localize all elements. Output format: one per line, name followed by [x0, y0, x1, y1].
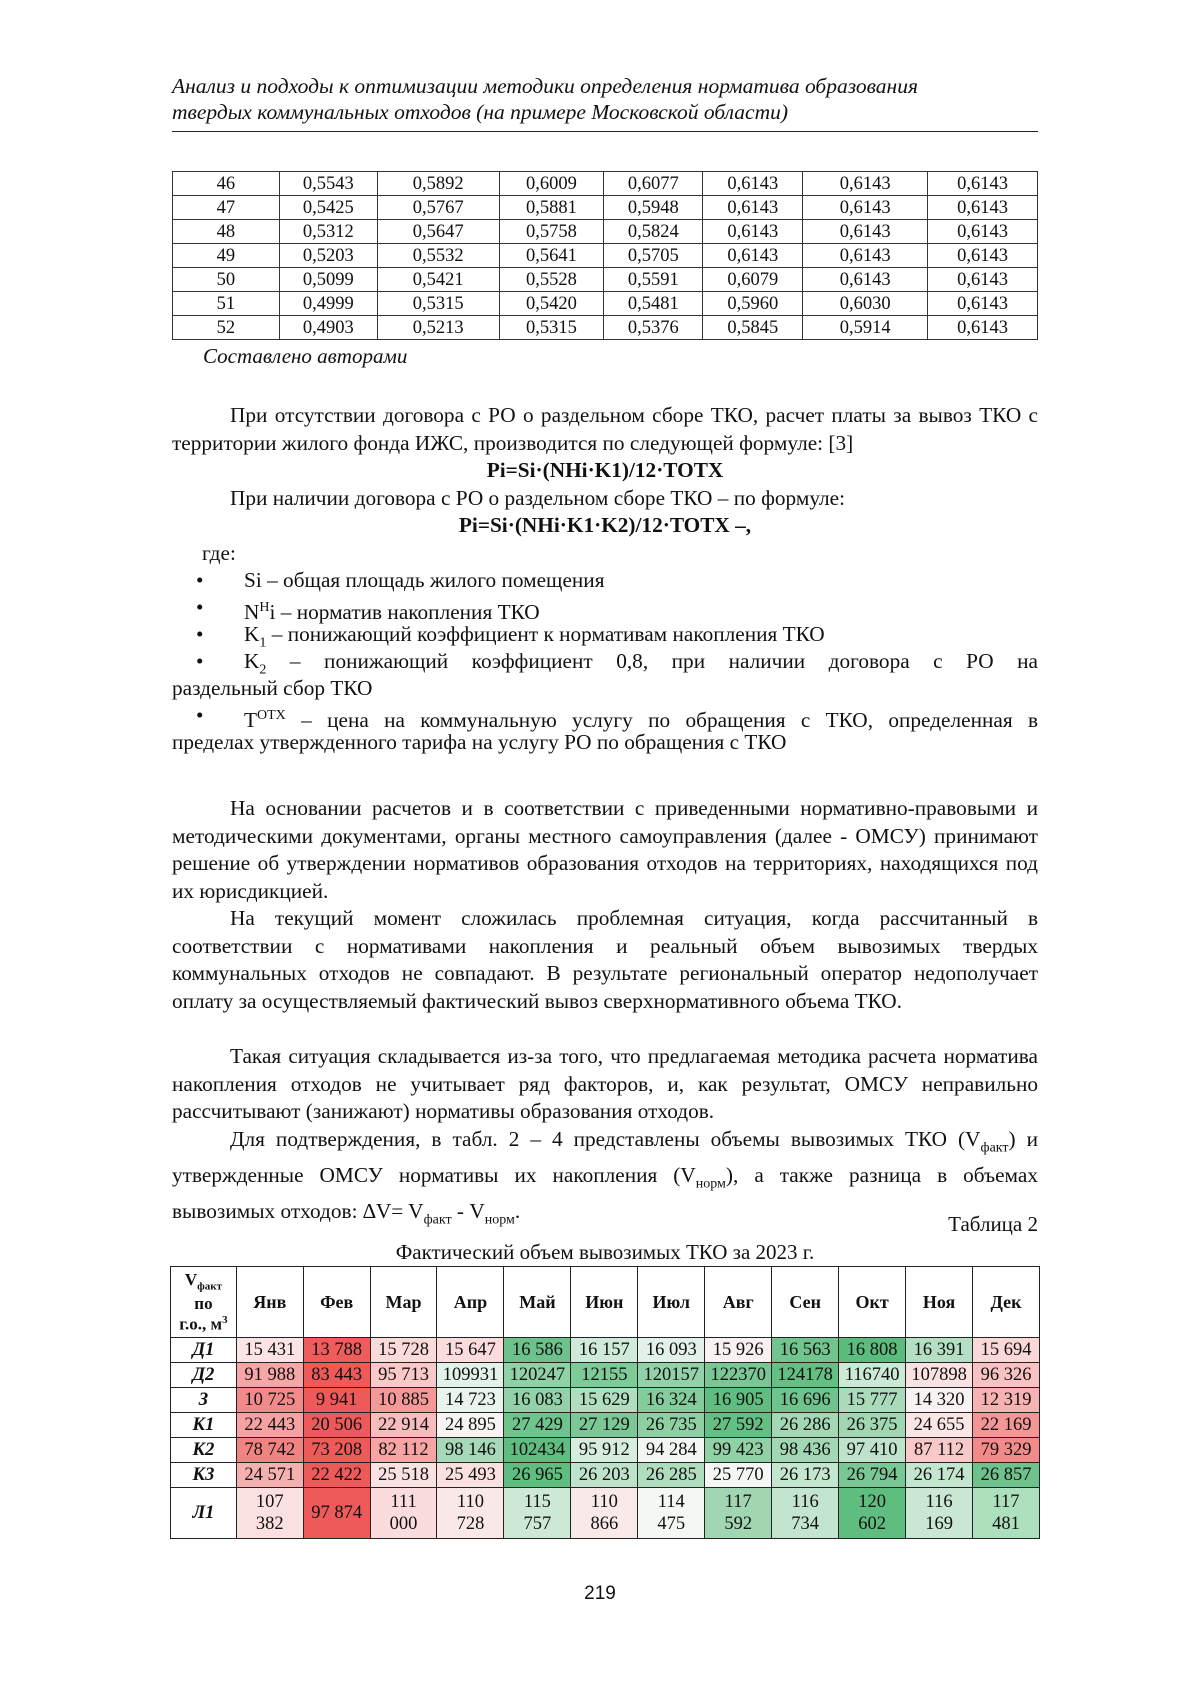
table-row [173, 316, 1038, 340]
volume-line2: 592 [724, 1514, 753, 1534]
table-row [173, 172, 1038, 196]
subscript: 1 [259, 635, 267, 651]
value-cell: 0,5315 [499, 316, 604, 340]
volume-line2: 866 [590, 1514, 619, 1534]
value-cell: 0,5543 [279, 172, 377, 196]
volume-cell [973, 1488, 1040, 1539]
volume-cell [437, 1488, 504, 1539]
superscript: 3 [222, 1314, 228, 1327]
volume-line1: 116 [791, 1492, 819, 1512]
volume-cell: 12 319 [973, 1388, 1040, 1413]
value-cell: 0,5647 [377, 220, 499, 244]
volume-cell: 26 965 [504, 1463, 571, 1488]
value-cell: 0,5376 [604, 316, 703, 340]
volume-cell [571, 1488, 638, 1539]
bullet-dot: • [196, 649, 204, 673]
volume-cell: 26 203 [571, 1463, 638, 1488]
volume-cell: 98 146 [437, 1438, 504, 1463]
value-cell: 0,6143 [703, 244, 803, 268]
volume-cell: 22 422 [303, 1463, 370, 1488]
value-cell: 0,5528 [499, 268, 604, 292]
value-cell: 0,5705 [604, 244, 703, 268]
row-index-cell: 48 [173, 220, 280, 244]
volume-cell: 15 926 [705, 1338, 772, 1363]
volume-cell [772, 1488, 839, 1539]
volume-cell: 16 905 [705, 1388, 772, 1413]
corner-v: V [184, 1269, 198, 1289]
volume-cell: 24 571 [236, 1463, 303, 1488]
month-header: Мар [370, 1267, 437, 1338]
volume-cell: 82 112 [370, 1438, 437, 1463]
volume-cell: 91 988 [236, 1363, 303, 1388]
value-cell: 0,5591 [604, 268, 703, 292]
volume-cell: 26 857 [973, 1463, 1040, 1488]
row-label: Д1 [171, 1338, 237, 1363]
volume-line1: 107 [255, 1492, 284, 1512]
volume-cell: 26 735 [638, 1413, 705, 1438]
table-row [173, 292, 1038, 316]
volume-cell: 26 173 [772, 1463, 839, 1488]
value-cell: 0,5532 [377, 244, 499, 268]
value-cell: 0,6079 [703, 268, 803, 292]
table-row [173, 220, 1038, 244]
p6-part: - V [451, 1198, 485, 1223]
volume-cell: 16 391 [906, 1338, 973, 1363]
paragraph-6 [172, 1126, 1038, 1233]
symbol-k: K [244, 622, 260, 646]
row-index-cell: 46 [173, 172, 280, 196]
value-cell: 0,5213 [377, 316, 499, 340]
symbol-k: K [244, 649, 260, 673]
value-cell: 0,5758 [499, 220, 604, 244]
subscript: факт [980, 1140, 1009, 1156]
volume-cell [839, 1488, 906, 1539]
table-row [171, 1388, 1040, 1413]
formula-1: Pi=Si·(NHi·K1)/12·TOTX [486, 458, 724, 482]
bullet-desc: – понижающий коэффициент 0,8, при наличии договора с РО на [266, 649, 1038, 673]
table-row [171, 1413, 1040, 1438]
month-header: Янв [236, 1267, 303, 1338]
month-header: Июн [571, 1267, 638, 1338]
volume-cell: 20 506 [303, 1413, 370, 1438]
value-cell: 0,6143 [803, 196, 928, 220]
volume-cell: 95 713 [370, 1363, 437, 1388]
row-label: З [171, 1388, 237, 1413]
paragraph-5: Такая ситуация складывается из-за того, что предлагаемая методика расчета норматива накопления отходов не учитывает ряд факторов, и, как результат, ОМСУ неправильно рассчитывают (занижают) нормативы образования отходов. [172, 1044, 1038, 1123]
running-head-line2: твердых коммунальных отходов (на примере Московской области) [172, 100, 789, 124]
volume-cell: 26 285 [638, 1463, 705, 1488]
value-cell: 0,5641 [499, 244, 604, 268]
value-cell: 0,6143 [928, 316, 1038, 340]
table-row [173, 268, 1038, 292]
value-cell: 0,6143 [803, 172, 928, 196]
value-cell: 0,5312 [279, 220, 377, 244]
table-row [171, 1363, 1040, 1388]
volume-cell: 97 410 [839, 1438, 906, 1463]
volume-cell: 15 694 [973, 1338, 1040, 1363]
volume-line1: 114 [657, 1492, 685, 1512]
volume-line1: 110 [456, 1492, 484, 1512]
value-cell: 0,6030 [803, 292, 928, 316]
volume-cell: 79 329 [973, 1438, 1040, 1463]
row-label: К2 [171, 1438, 237, 1463]
volume-line2: 728 [456, 1514, 485, 1534]
row-label: Л1 [171, 1488, 237, 1539]
volume-cell: 120247 [504, 1363, 571, 1388]
volume-cell: 24 655 [906, 1413, 973, 1438]
symbol-n: N [244, 600, 260, 625]
volume-cell [906, 1488, 973, 1539]
volume-cell: 98 436 [772, 1438, 839, 1463]
volume-cell: 16 093 [638, 1338, 705, 1363]
volume-cell [705, 1488, 772, 1539]
volume-cell: 27 129 [571, 1413, 638, 1438]
value-cell: 0,4999 [279, 292, 377, 316]
volume-cell: 25 493 [437, 1463, 504, 1488]
volume-cell: 13 788 [303, 1338, 370, 1363]
volume-cell: 124178 [772, 1363, 839, 1388]
volume-cell: 22 443 [236, 1413, 303, 1438]
volume-cell: 16 808 [839, 1338, 906, 1363]
value-cell: 0,6143 [703, 220, 803, 244]
volume-cell [504, 1488, 571, 1539]
volume-cell [370, 1488, 437, 1539]
superscript: OTX [257, 708, 286, 723]
volume-line2: 757 [523, 1514, 552, 1534]
superscript: H [259, 600, 270, 615]
volume-cell: 15 629 [571, 1388, 638, 1413]
month-header: Май [504, 1267, 571, 1338]
subscript: норм [484, 1211, 515, 1227]
month-header: Авг [705, 1267, 772, 1338]
volume-cell: 10 885 [370, 1388, 437, 1413]
table-title: Фактический объем вывозимых ТКО за 2023 г. [395, 1240, 815, 1264]
table-source-note: Составлено авторами [203, 344, 408, 368]
month-header: Ноя [906, 1267, 973, 1338]
bullet-desc: i – норматив накопления ТКО [269, 600, 540, 625]
table-row [171, 1463, 1040, 1488]
value-cell: 0,5881 [499, 196, 604, 220]
volume-cell: 122370 [705, 1363, 772, 1388]
value-cell: 0,5421 [377, 268, 499, 292]
volume-cell: 15 777 [839, 1388, 906, 1413]
volume-cell: 116740 [839, 1363, 906, 1388]
volume-cell: 10 725 [236, 1388, 303, 1413]
volume-line2: 475 [657, 1514, 686, 1534]
row-label: К1 [171, 1413, 237, 1438]
table-label: Таблица 2 [948, 1212, 1038, 1236]
volume-cell: 14 320 [906, 1388, 973, 1413]
where-label: где: [202, 541, 236, 565]
volume-cell: 26 375 [839, 1413, 906, 1438]
volume-cell: 96 326 [973, 1363, 1040, 1388]
volume-line1: 117 [724, 1492, 752, 1512]
value-cell: 0,5203 [279, 244, 377, 268]
volume-cell: 15 431 [236, 1338, 303, 1363]
table-actual-volume [170, 1266, 1040, 1539]
subscript: факт [423, 1211, 452, 1227]
value-cell: 0,6143 [928, 244, 1038, 268]
volume-cell: 16 324 [638, 1388, 705, 1413]
value-cell: 0,5315 [377, 292, 499, 316]
p6-part: Для подтверждения, в табл. 2 – 4 представлены объемы вывозимых ТКО (V [230, 1127, 981, 1151]
volume-cell [303, 1488, 370, 1539]
month-header: Дек [973, 1267, 1040, 1338]
value-cell: 0,6143 [703, 196, 803, 220]
value-cell: 0,5892 [377, 172, 499, 196]
volume-cell [638, 1488, 705, 1539]
table-row [171, 1438, 1040, 1463]
month-header: Окт [839, 1267, 906, 1338]
running-head [172, 73, 1038, 125]
paragraph-2: При наличии договора с РО о раздельном сборе ТКО – по формуле: [230, 486, 846, 510]
volume-cell: 16 696 [772, 1388, 839, 1413]
header-rule [172, 131, 1038, 132]
p6-part: ) и утвержденные ОМСУ нормативы их накопления (V [172, 1127, 1038, 1187]
corner-line2: по [194, 1294, 213, 1314]
volume-cell: 109931 [437, 1363, 504, 1388]
row-index-cell: 51 [173, 292, 280, 316]
row-label: К3 [171, 1463, 237, 1488]
value-cell: 0,5914 [803, 316, 928, 340]
volume-line2: 734 [791, 1514, 820, 1534]
p6-part: . [514, 1198, 521, 1223]
volume-cell: 14 723 [437, 1388, 504, 1413]
bullet-dot: • [196, 595, 204, 619]
volume-cell: 26 286 [772, 1413, 839, 1438]
volume-cell: 22 914 [370, 1413, 437, 1438]
volume-cell: 95 912 [571, 1438, 638, 1463]
row-index-cell: 52 [173, 316, 280, 340]
volume-cell: 16 586 [504, 1338, 571, 1363]
volume-cell: 26 174 [906, 1463, 973, 1488]
value-cell: 0,6143 [803, 244, 928, 268]
volume-cell: 16 563 [772, 1338, 839, 1363]
p6-part: ), а также разница в объемах вывозимых отходов: ∆V= V [172, 1162, 1038, 1223]
volume-cell: 16 083 [504, 1388, 571, 1413]
subscript: факт [197, 1280, 222, 1293]
volume-cell: 73 208 [303, 1438, 370, 1463]
volume-line2: 481 [992, 1514, 1020, 1534]
volume-cell: 27 429 [504, 1413, 571, 1438]
volume-line2: 000 [389, 1514, 418, 1534]
paragraph-1: При отсутствии договора с РО о раздельном сборе ТКО, расчет платы за вывоз ТКО с территории жилого фонда ИЖС, производится по следующей формуле: [3] [172, 403, 1038, 455]
value-cell: 0,5948 [604, 196, 703, 220]
value-cell: 0,5481 [604, 292, 703, 316]
volume-line1: 111 [390, 1492, 417, 1512]
bullet-dot: • [196, 568, 204, 592]
row-label: Д2 [171, 1363, 237, 1388]
row-index-cell: 50 [173, 268, 280, 292]
paragraph-3: На основании расчетов и в соответствии с приведенными нормативно-правовыми и методическими документами, органы местного самоуправления (далее - ОМСУ) принимают решение об утверждении нормативов образования отходов на территориях, находящихся под их юрисдикцией. [172, 796, 1038, 903]
volume-cell [236, 1488, 303, 1539]
volume-cell: 15 647 [437, 1338, 504, 1363]
value-cell: 0,6009 [499, 172, 604, 196]
volume-line1: 115 [523, 1492, 551, 1512]
symbol-t: T [244, 708, 258, 733]
volume-line1: 116 [925, 1492, 953, 1512]
volume-cell: 12155 [571, 1363, 638, 1388]
bullet-item-1 [172, 567, 1038, 595]
volume-cell: 22 169 [973, 1413, 1040, 1438]
volume-cell: 25 770 [705, 1463, 772, 1488]
volume-line2: 382 [255, 1514, 284, 1534]
corner-line3: г.о., м [179, 1315, 223, 1335]
paragraph-4: На текущий момент сложилась проблемная ситуация, когда рассчитанный в соответствии с нормативами накопления и реальный объем вывозимых твердых коммунальных отходов не совпадают. В результате региональный оператор недополучает оплату за осуществляемый фактический вывоз сверхнормативного объема ТКО. [172, 906, 1038, 1013]
volume-cell: 107898 [906, 1363, 973, 1388]
bullet-text: Si – общая площадь жилого помещения [244, 568, 605, 592]
month-header: Фев [303, 1267, 370, 1338]
subscript: 2 [259, 662, 267, 678]
value-cell: 0,6143 [928, 172, 1038, 196]
value-cell: 0,6143 [703, 172, 803, 196]
value-cell: 0,6143 [803, 220, 928, 244]
value-cell: 0,5425 [279, 196, 377, 220]
volume-cell: 120157 [638, 1363, 705, 1388]
row-index-cell: 47 [173, 196, 280, 220]
volume-cell: 99 423 [705, 1438, 772, 1463]
value-cell: 0,5420 [499, 292, 604, 316]
month-header: Июл [638, 1267, 705, 1338]
subscript: норм [695, 1176, 726, 1191]
month-header: Апр [437, 1267, 504, 1338]
row-index-cell: 49 [173, 244, 280, 268]
corner-header [171, 1267, 237, 1338]
volume-cell: 9 941 [303, 1388, 370, 1413]
bullet-item-5-cont: пределах утвержденного тарифа на услугу РО по обращения с ТКО [172, 730, 787, 754]
value-cell: 0,5824 [604, 220, 703, 244]
value-cell: 0,5099 [279, 268, 377, 292]
value-cell: 0,6143 [928, 292, 1038, 316]
value-cell: 0,6143 [928, 220, 1038, 244]
volume-cell: 16 157 [571, 1338, 638, 1363]
value-cell: 0,6143 [803, 268, 928, 292]
value-cell: 0,5960 [703, 292, 803, 316]
table-row [173, 196, 1038, 220]
volume-cell: 27 592 [705, 1413, 772, 1438]
volume-line2: 602 [858, 1514, 886, 1534]
volume-cell: 78 742 [236, 1438, 303, 1463]
page-number: 219 [584, 1583, 616, 1604]
bullet-desc: – цена на коммунальную услугу по обращения с ТКО, определенная в [285, 708, 1038, 733]
month-header: Сен [772, 1267, 839, 1338]
volume-cell: 15 728 [370, 1338, 437, 1363]
value-cell: 0,4903 [279, 316, 377, 340]
volume-cell: 102434 [504, 1438, 571, 1463]
value-cell: 0,6143 [928, 268, 1038, 292]
value-cell: 0,5767 [377, 196, 499, 220]
volume-line1: 110 [590, 1492, 618, 1512]
formula-2: Pi=Si·(NHi·K1·K2)/12·TOTX –, [458, 513, 752, 537]
table-row [171, 1488, 1040, 1539]
table-row [171, 1338, 1040, 1363]
volume-line1: 117 [992, 1492, 1020, 1512]
volume-cell: 26 794 [839, 1463, 906, 1488]
volume-cell: 87 112 [906, 1438, 973, 1463]
volume-cell: 94 284 [638, 1438, 705, 1463]
volume-cell: 83 443 [303, 1363, 370, 1388]
bullet-desc: – понижающий коэффициент к нормативам накопления ТКО [266, 622, 825, 646]
bullet-dot: • [196, 703, 204, 727]
bullet-dot: • [196, 622, 204, 646]
volume-cell: 24 895 [437, 1413, 504, 1438]
value-cell: 0,6143 [928, 196, 1038, 220]
bullet-item-4-cont: раздельный сбор ТКО [172, 676, 373, 700]
volume-cell: 25 518 [370, 1463, 437, 1488]
running-head-line1: Анализ и подходы к оптимизации методики определения норматива образования [172, 74, 918, 98]
volume-line2: 169 [925, 1514, 953, 1534]
table-row [173, 244, 1038, 268]
volume-line2: 97 874 [311, 1503, 363, 1523]
value-cell: 0,5845 [703, 316, 803, 340]
value-cell: 0,6077 [604, 172, 703, 196]
volume-line1: 120 [858, 1492, 886, 1512]
table-coefficients [172, 171, 1038, 340]
